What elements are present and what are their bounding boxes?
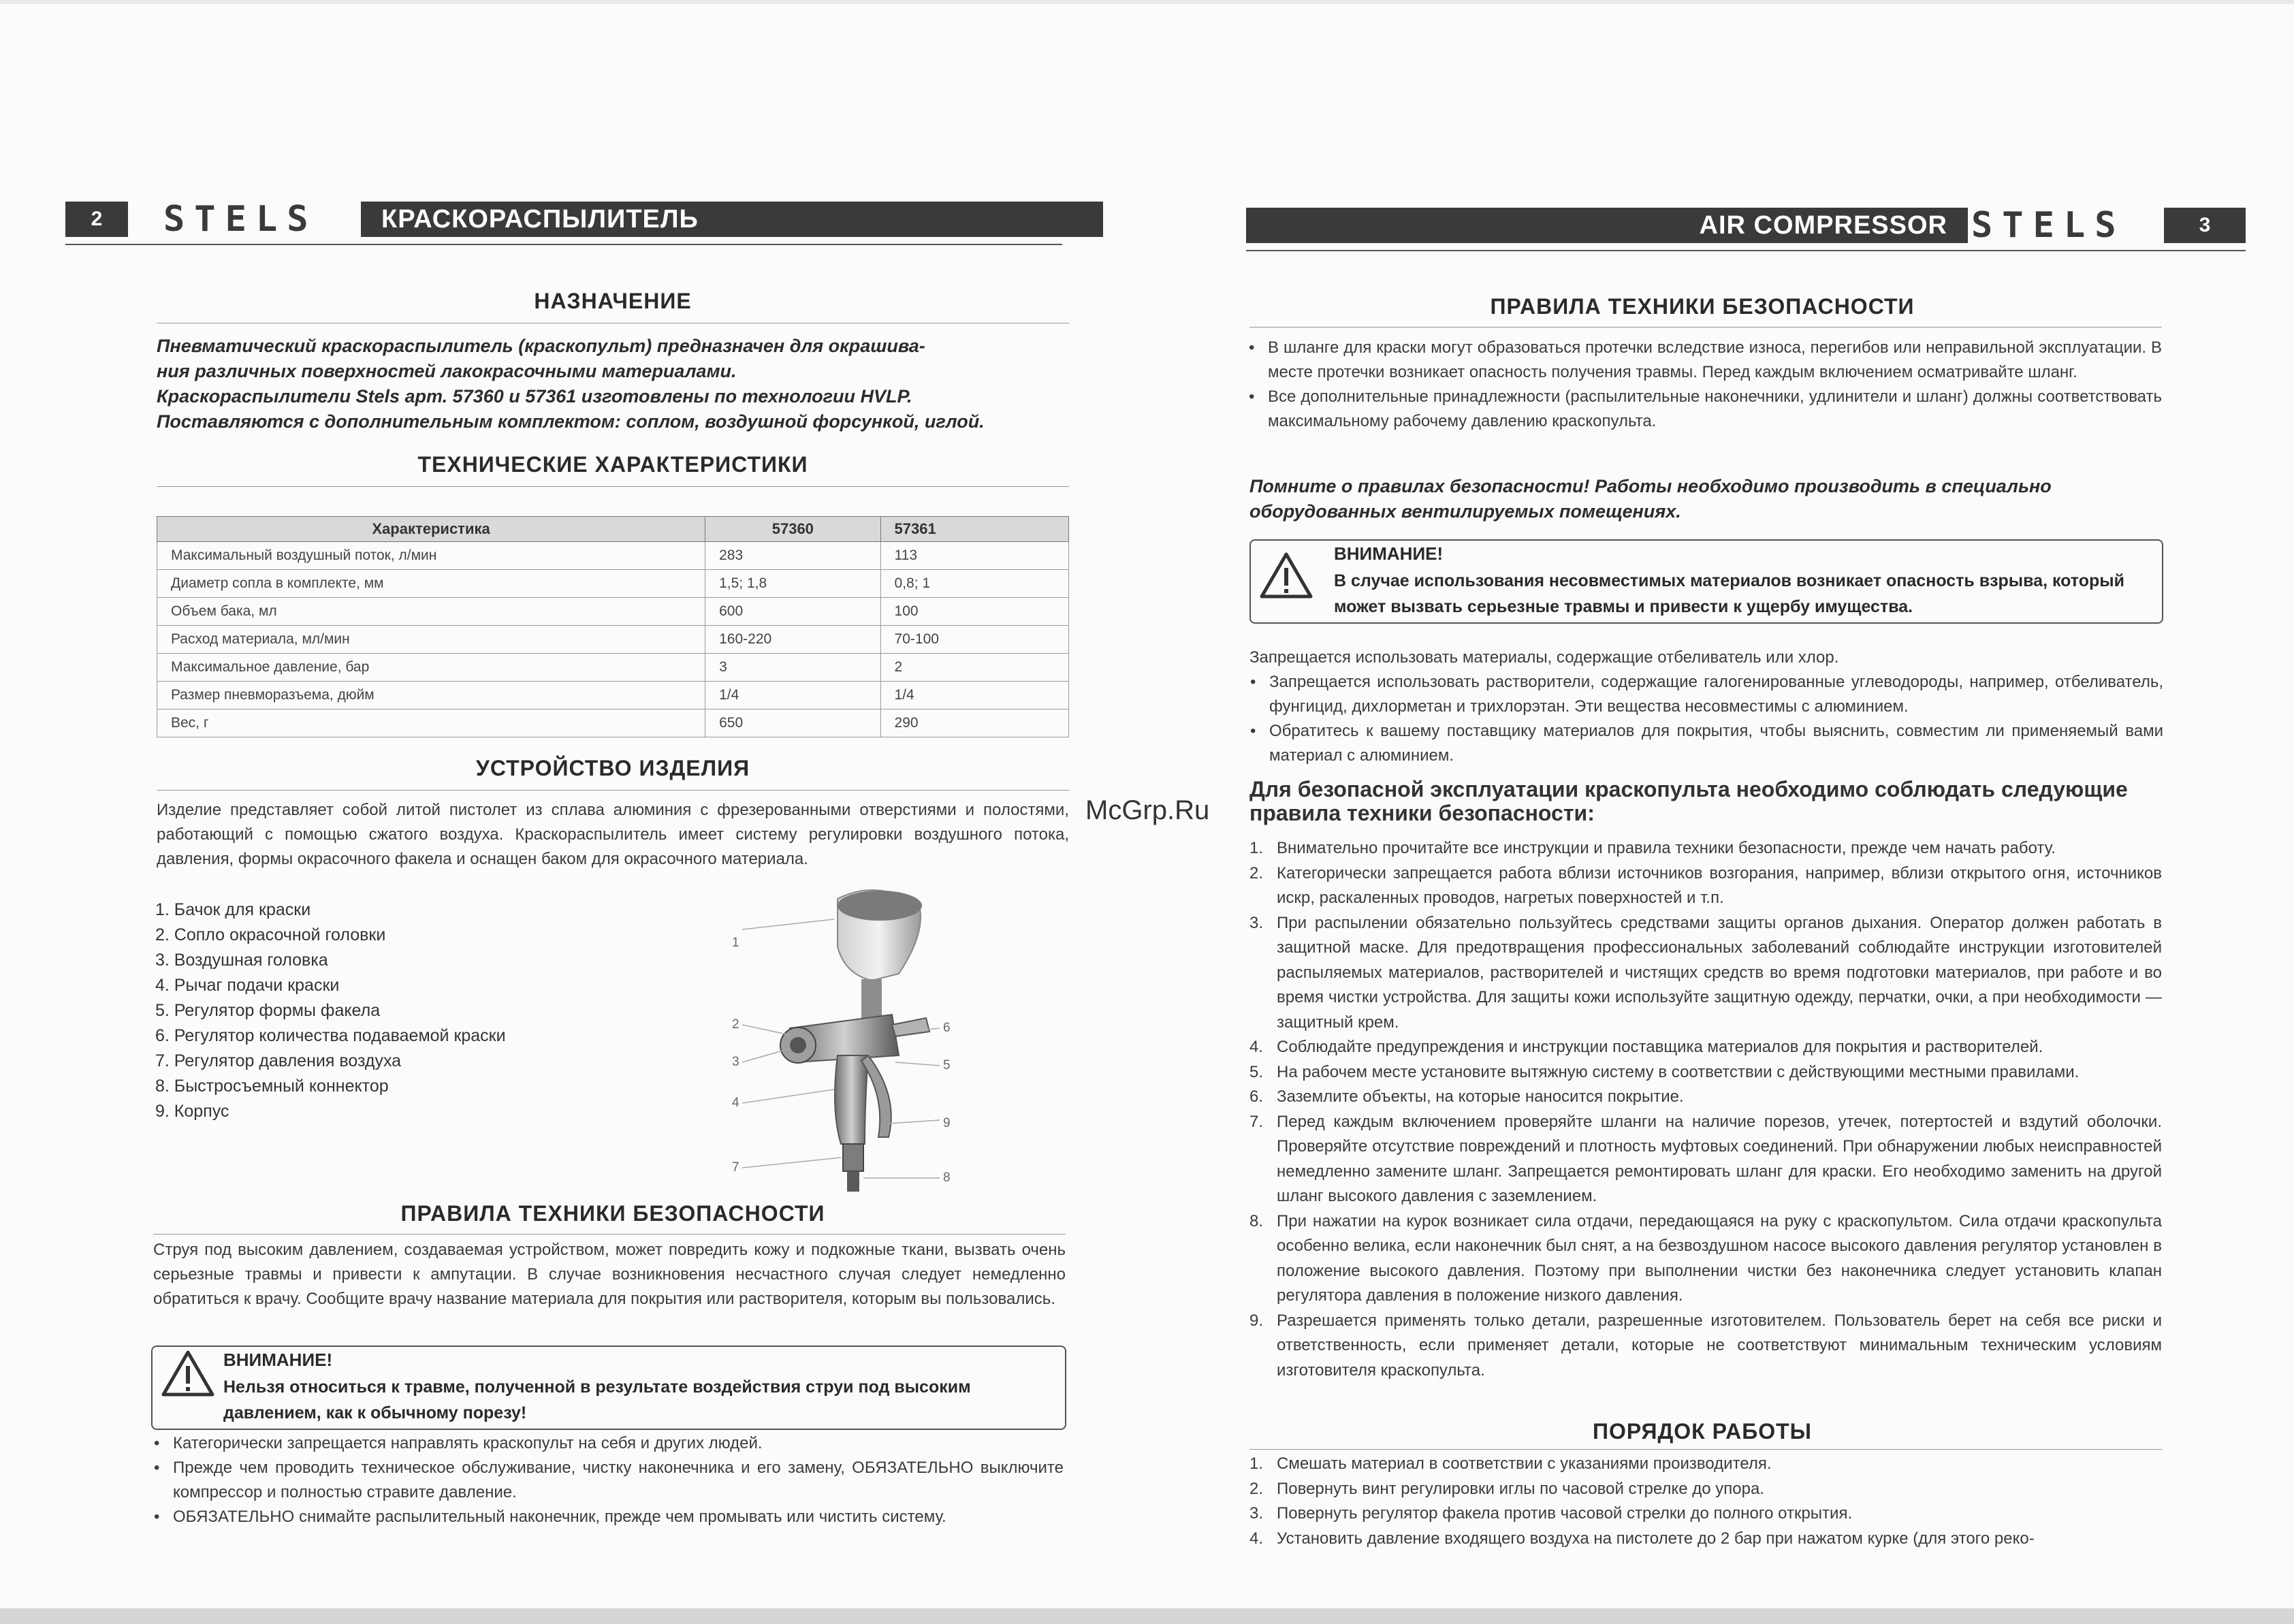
left-warning-box (151, 1346, 1066, 1430)
table-cell: Размер пневморазъема, дюйм (157, 682, 705, 710)
list-item: 6. Регулятор количества подаваемой краски (155, 1026, 506, 1045)
purpose-line-1: Пневматический краскораспылитель (краскопульт) предназначен для окрашива- (157, 336, 925, 356)
list-item: • Обратитесь к вашему поставщику материалов для покрытия, чтобы выяснить, совместим ли применяемый вами материал с алюминием. (1247, 719, 2163, 768)
list-item: • Все дополнительные принадлежности (распылительные наконечники, удлинители и шланг) должны соответствовать максимальному рабочему давлению краскопульта. (1246, 385, 2162, 434)
left-safety-heading: ПРАВИЛА ТЕХНИКИ БЕЗОПАСНОСТИ (400, 1201, 825, 1226)
figure-label-1: 1 (732, 936, 739, 950)
rule-number: 9. (1249, 1311, 1264, 1330)
list-item (1249, 1060, 2162, 1085)
step-text: Повернуть регулятор факела против часовой стрелки до полного открытия. (1277, 1504, 1853, 1523)
rule-number: 6. (1249, 1087, 1264, 1106)
specs-col-characteristic: Характеристика (157, 517, 705, 542)
list-item: • ОБЯЗАТЕЛЬНО снимайте распылительный наконечник, прежде чем промывать или чистить систему. (151, 1505, 1064, 1529)
table-cell: 1,5; 1,8 (705, 570, 880, 598)
rules-heading-line-2: правила техники безопасности: (1249, 801, 1595, 825)
procedure-list (1249, 1452, 2162, 1551)
specs-heading: ТЕХНИЧЕСКИЕ ХАРАКТЕРИСТИКИ (417, 452, 808, 477)
step-text: Смешать материал в соответствии с указаниями производителя. (1277, 1454, 1772, 1473)
scan-edge-bottom (0, 1608, 2294, 1624)
rule-text: При распылении обязательно пользуйтесь средствами защиты органов дыхания. Оператор должен работать в защитной маске. Для предотвращения профессиональных заболеваний соблюдайте инструкции изготовителей распыляемых материалов, растворителей и чистящих средств во время подготовки материалов, при работе и во время чистки устройства. Для защиты кожи используйте защитную одежду, перчатки, очки, а при необходимости — защитный крем. (1277, 913, 2162, 1032)
table-cell: Максимальный воздушный поток, л/мин (157, 542, 705, 570)
table-cell: 1/4 (705, 682, 880, 710)
rule-number: 2. (1249, 863, 1264, 882)
prohibit-line: Запрещается использовать материалы, содержащие отбеливатель или хлор. (1249, 648, 1839, 667)
safety-rules-list (1249, 836, 2162, 1383)
list-item: • Прежде чем проводить техническое обслуживание, чистку наконечника и его замену, ОБЯЗАТЕЛЬНО выключите компрессор и полностью стравите давление. (151, 1456, 1064, 1505)
scan-edge-top (0, 0, 2294, 4)
table-cell: 600 (705, 598, 880, 626)
purpose-line-4: Поставляются с дополнительным комплектом: соплом, воздушной форсункой, иглой. (157, 411, 985, 432)
list-item (1249, 861, 2162, 911)
figure-label-7: 7 (732, 1160, 739, 1175)
right-warning-title: ВНИМАНИЕ! (1334, 543, 1444, 564)
rule-number: 7. (1249, 1112, 1264, 1131)
right-warning-box (1249, 539, 2163, 624)
list-item: • В шланге для краски могут образоваться протечки вследствие износа, перегибов или неправильной эксплуатации. В месте протечки возникает опасность получения травмы. Перед каждым включением осматривайте шланг. (1246, 336, 2162, 385)
rule-text: Разрешается применять только детали, разрешенные изготовителем. Пользователь берет на себя все риски и ответственность, если применяет детали, которые не соответствуют минимальным техническим условиям изготовителя краскопульта. (1277, 1311, 2162, 1380)
list-item (1249, 836, 2162, 861)
table-cell: Расход материала, мл/мин (157, 626, 705, 654)
table-cell: 290 (880, 710, 1068, 737)
rule-text: Внимательно прочитайте все инструкции и правила техники безопасности, прежде чем начать работу. (1277, 839, 2056, 857)
list-item: 5. Регулятор формы факела (155, 1001, 381, 1020)
table-row (157, 682, 1069, 710)
rule-number: 8. (1249, 1211, 1264, 1230)
left-header-rule (65, 244, 1062, 245)
table-cell: 3 (705, 654, 880, 682)
left-safety-heading-rule (153, 1234, 1066, 1235)
step-text: Повернуть винт регулировки иглы по часовой стрелке до упора. (1277, 1479, 1764, 1498)
table-cell: 650 (705, 710, 880, 737)
list-item: • Запрещается использовать растворители, содержащие галогенированные углеводороды, например, отбеливатель, фунгицид, дихлорметан и трихлорэтан. Эти вещества несовместимы с алюминием. (1247, 670, 2163, 719)
specs-heading-rule (157, 486, 1069, 487)
procedure-heading: ПОРЯДОК РАБОТЫ (1593, 1419, 1812, 1444)
right-bullets-top (1246, 336, 2162, 434)
table-row (157, 626, 1069, 654)
list-item (1249, 1477, 2162, 1502)
right-warning-text: В случае использования несовместимых материалов возникает опасность взрыва, который может вызвать серьезные травмы и привести к ущербу имущества. (1334, 571, 2124, 616)
rule-number: 3. (1249, 913, 1264, 932)
figure-label-2: 2 (732, 1017, 739, 1032)
list-item (1249, 1085, 2162, 1110)
figure-label-3: 3 (732, 1055, 739, 1069)
device-heading-rule (157, 790, 1069, 791)
figure-label-5: 5 (943, 1058, 951, 1072)
rule-text: Соблюдайте предупреждения и инструкции поставщика материалов для покрытия и растворителей. (1277, 1038, 2043, 1056)
table-cell: 0,8; 1 (880, 570, 1068, 598)
procedure-heading-rule (1249, 1449, 2162, 1450)
list-item (1249, 1452, 2162, 1477)
table-cell: Максимальное давление, бар (157, 654, 705, 682)
table-row (157, 654, 1069, 682)
step-number: 4. (1249, 1529, 1264, 1548)
rules-heading-line-1: Для безопасной эксплуатации краскопульта необходимо соблюдать следующие (1249, 777, 2128, 801)
list-item: 9. Корпус (155, 1102, 229, 1121)
right-safety-heading-rule (1249, 327, 2162, 328)
right-safety-heading: ПРАВИЛА ТЕХНИКИ БЕЗОПАСНОСТИ (1490, 294, 1915, 319)
list-item: 4. Рычаг подачи краски (155, 976, 340, 995)
rule-number: 5. (1249, 1062, 1264, 1081)
step-number: 2. (1249, 1479, 1264, 1498)
rule-number: 1. (1249, 839, 1264, 857)
list-item (1249, 1527, 2162, 1552)
table-row (157, 570, 1069, 598)
rule-text: Заземлите объекты, на которые наносится покрытие. (1277, 1087, 1684, 1106)
warning-triangle-icon (161, 1350, 215, 1397)
list-item (1249, 1309, 2162, 1384)
specs-col-57360: 57360 (705, 517, 880, 542)
right-logo: STELS (1971, 205, 2126, 246)
list-item: 7. Регулятор давления воздуха (155, 1051, 402, 1070)
rule-text: Категорически запрещается работа вблизи источников возгорания, например, вблизи открытого огня, источников искр, раскаленных проводов, нагретых поверхностей и т.п. (1277, 863, 2162, 907)
table-row (157, 542, 1069, 570)
table-cell: Вес, г (157, 710, 705, 737)
purpose-line-3: Краскораспылители Stels арт. 57360 и 57361 изготовлены по технологии HVLP. (157, 386, 912, 407)
list-item (1249, 1209, 2162, 1309)
list-item: 2. Сопло окрасочной головки (155, 925, 386, 944)
left-header-title: КРАСКОРАСПЫЛИТЕЛЬ (361, 202, 1103, 237)
figure-label-8: 8 (943, 1171, 951, 1185)
list-item (1249, 911, 2162, 1036)
list-item (1249, 1035, 2162, 1060)
left-logo: STELS (163, 199, 318, 240)
watermark: McGrp.Ru (1085, 795, 1210, 825)
table-cell: 100 (880, 598, 1068, 626)
table-row (157, 710, 1069, 737)
table-cell: Диаметр сопла в комплекте, мм (157, 570, 705, 598)
right-page-number: 3 (2164, 208, 2246, 243)
list-item: 1. Бачок для краски (155, 900, 311, 919)
left-warning-title: ВНИМАНИЕ! (223, 1350, 333, 1370)
rule-text: На рабочем месте установите вытяжную систему в соответствии с действующими местными правилами. (1277, 1062, 2080, 1081)
right-header-title: AIR COMPRESSOR (1246, 208, 1968, 243)
figure-label-4: 4 (732, 1096, 739, 1110)
table-cell: Объем бака, мл (157, 598, 705, 626)
rule-text: При нажатии на курок возникает сила отдачи, передающаяся на руку с краскопультом. Сила отдачи краскопульта особенно велика, если наконечник был снят, а на безвоздушном насосе высокого давления регулятор установлен в положение высокого давления. Поэтому при выполнении чистки без наконечника следует установить клапан регулятора давления в положение низкого давления. (1277, 1211, 2162, 1305)
list-item (1249, 1501, 2162, 1527)
figure-label-9: 9 (943, 1116, 951, 1130)
table-cell: 113 (880, 542, 1068, 570)
list-item: 3. Воздушная головка (155, 951, 328, 970)
step-number: 1. (1249, 1454, 1264, 1473)
parts-list (155, 897, 673, 1124)
left-safety-text: Струя под высоким давлением, создаваемая устройством, может повредить кожу и подкожные ткани, вызвать очень серьезные травмы и привести к ампутации. В случае возникновения несчастного случая следует немедленно обратиться к врачу. Сообщите врачу название материала для покрытия или растворителя, которым вы пользовались. (153, 1241, 1066, 1308)
list-item (1249, 1110, 2162, 1209)
table-cell: 1/4 (880, 682, 1068, 710)
specs-col-57361: 57361 (880, 517, 1068, 542)
rule-number: 4. (1249, 1038, 1264, 1056)
table-cell: 283 (705, 542, 880, 570)
purpose-heading: НАЗНАЧЕНИЕ (534, 289, 692, 313)
left-page-number: 2 (65, 202, 128, 237)
specs-table (157, 516, 1069, 737)
purpose-line-2: ния различных поверхностей лакокрасочными материалами. (157, 361, 737, 381)
remember-line-1: Помните о правилах безопасности! Работы необходимо производить в специально (1249, 476, 2052, 496)
remember-line-2: оборудованных вентилируемых помещениях. (1249, 501, 1681, 522)
step-number: 3. (1249, 1504, 1264, 1523)
table-cell: 2 (880, 654, 1068, 682)
specs-table-header-row (157, 517, 1069, 542)
figure-label-6: 6 (943, 1021, 951, 1035)
list-item: • Категорически запрещается направлять краскопульт на себя и других людей. (151, 1431, 1064, 1456)
device-description: Изделие представляет собой литой пистолет из сплава алюминия с фрезерованными отверстиями и полостями, работающий с помощью сжатого воздуха. Краскораспылитель имеет систему регулировки воздушного потока, давления, формы окрасочного факела и оснащен баком для окрасочного материала. (157, 801, 1069, 868)
right-bullets-mid (1247, 670, 2163, 768)
left-safety-bullets (151, 1431, 1064, 1529)
step-text: Установить давление входящего воздуха на пистолете до 2 бар при нажатом курке (для этого реко- (1277, 1529, 2035, 1548)
spray-gun-illustration (722, 878, 974, 1198)
warning-triangle-icon (1259, 552, 1313, 599)
table-row (157, 598, 1069, 626)
device-heading: УСТРОЙСТВО ИЗДЕЛИЯ (475, 756, 750, 780)
table-cell: 160-220 (705, 626, 880, 654)
right-header-rule (1246, 250, 2246, 251)
rule-text: Перед каждым включением проверяйте шланги на наличие порезов, утечек, потертостей и вздутий оболочки. Проверяйте отсутствие повреждений и плотность муфтовых соединений. При обнаружении любых неисправностей немедленно замените шланг. Запрещается ремонтировать шланг для краски. Его необходимо заменить на другой шланг высокого давления с заземлением. (1277, 1112, 2162, 1205)
left-warning-text: Нельзя относиться к травме, полученной в результате воздействия струи под высоким давлением, как к обычному порезу! (223, 1378, 971, 1422)
list-item: 8. Быстросъемный коннектор (155, 1077, 389, 1096)
table-cell: 70-100 (880, 626, 1068, 654)
